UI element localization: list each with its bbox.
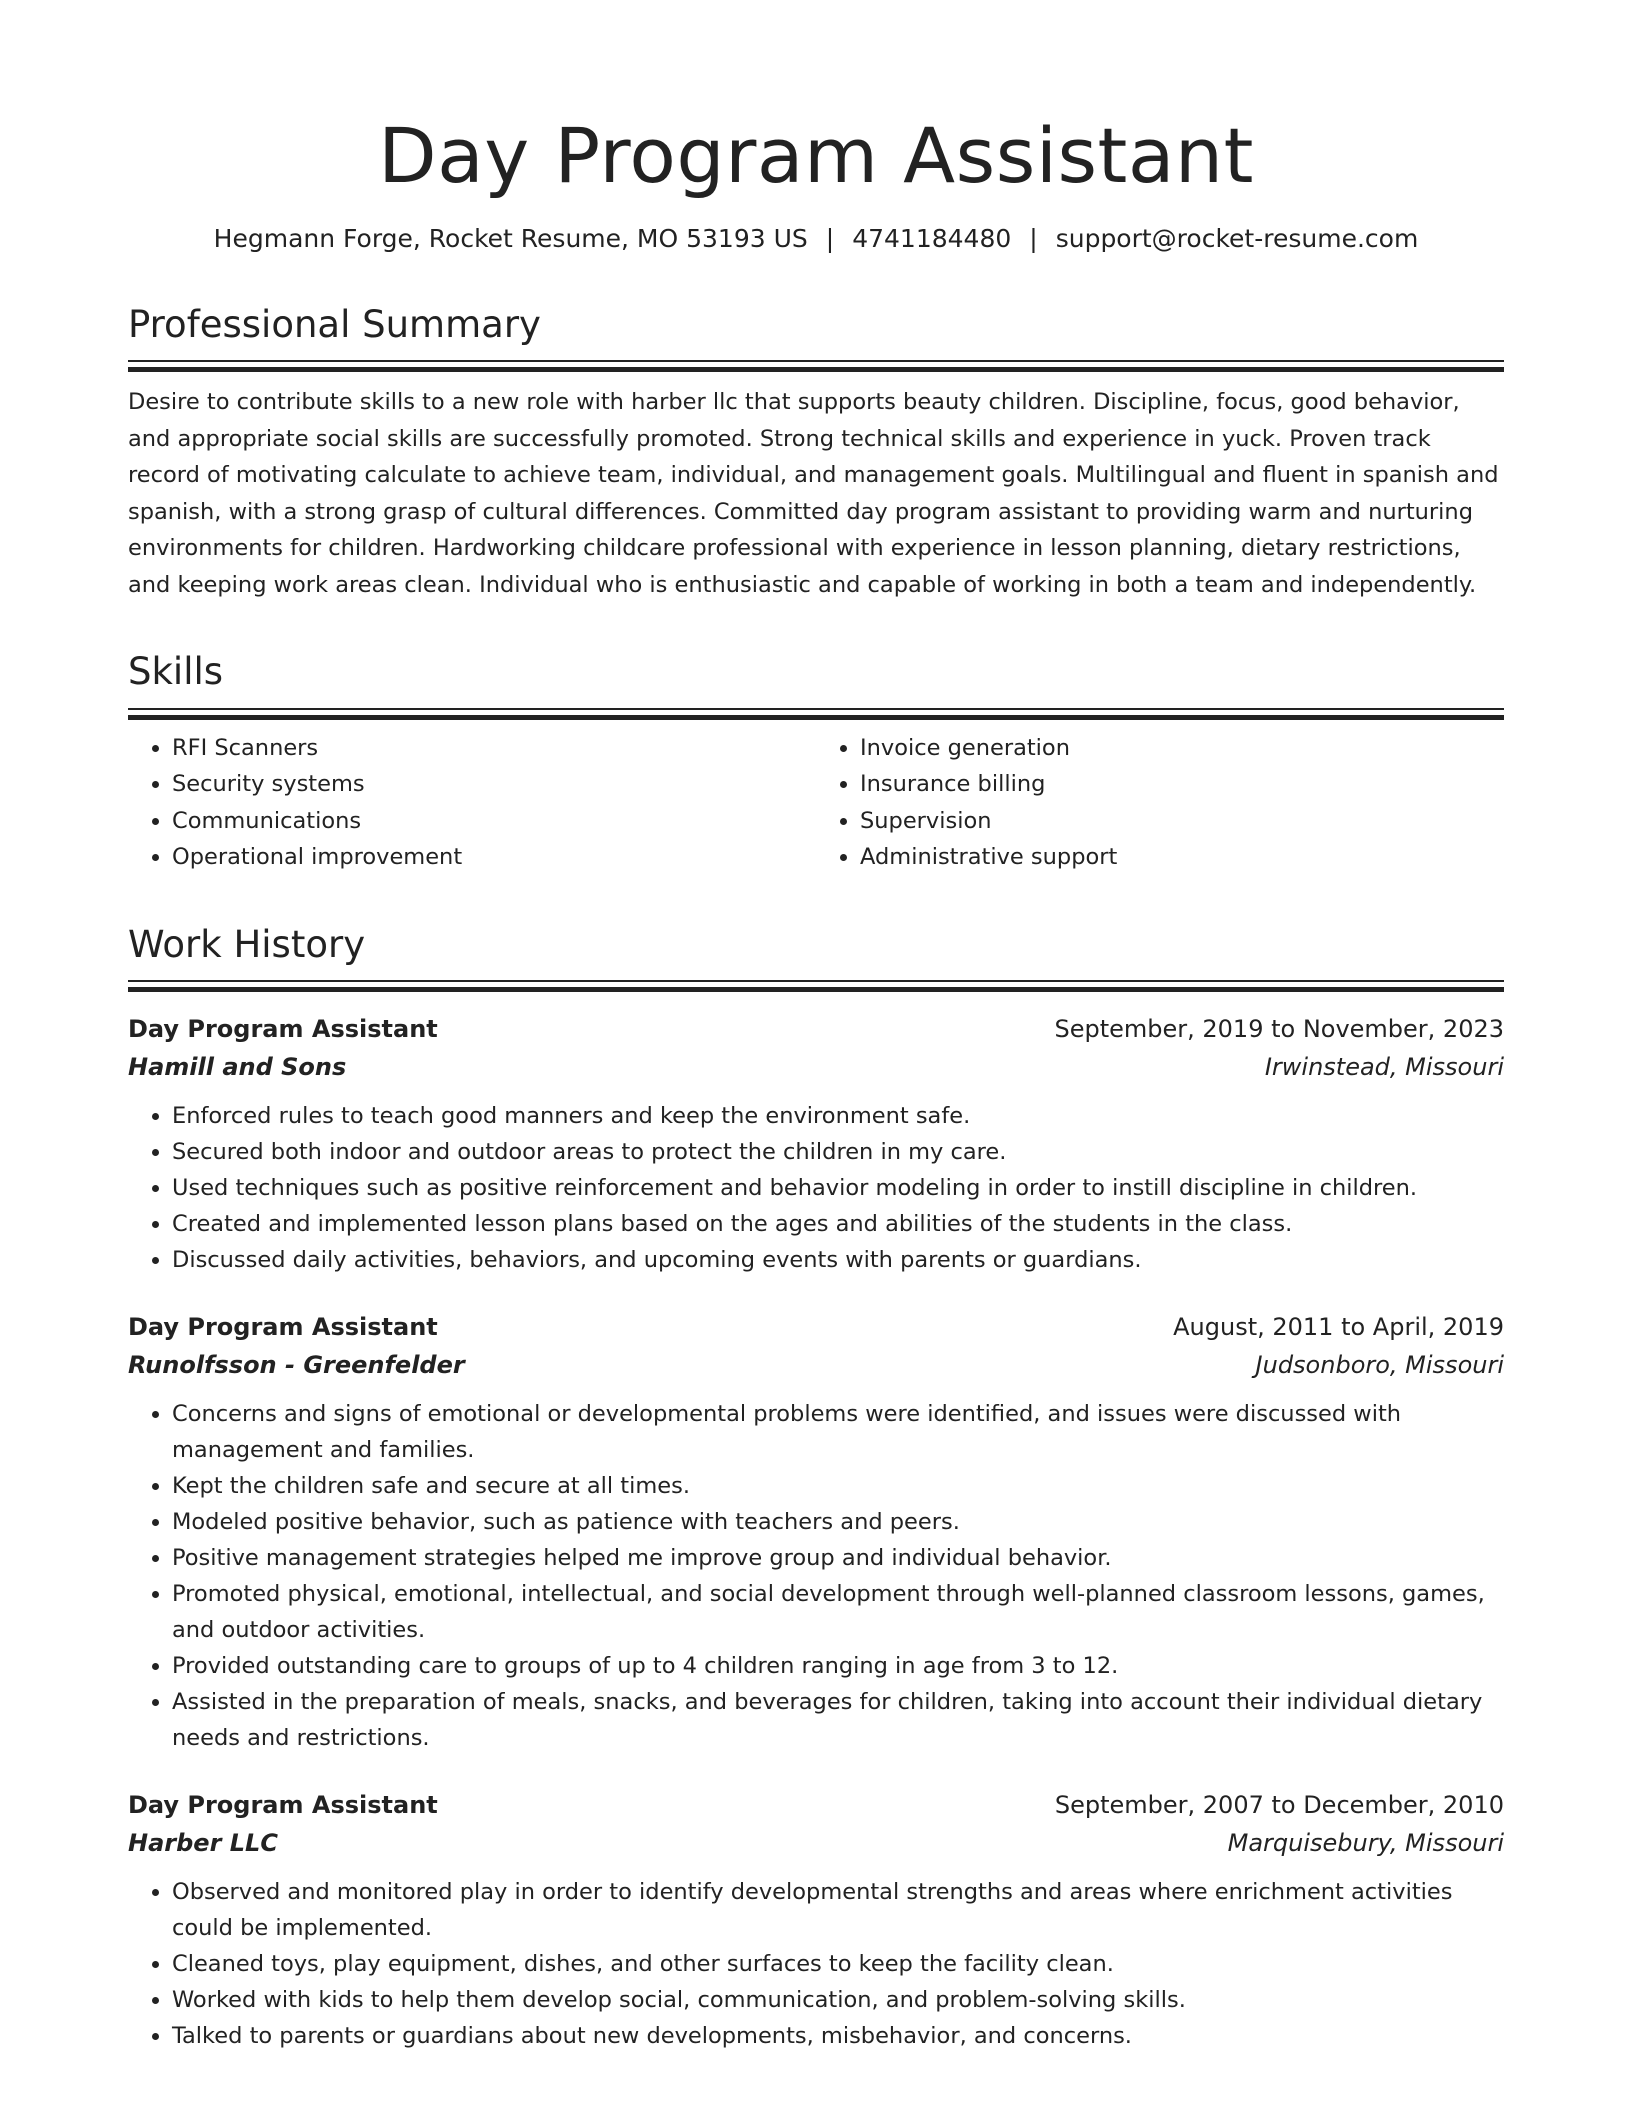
resume-name: Day Program Assistant — [378, 111, 1254, 200]
job-header — [128, 1786, 1504, 1824]
skill-item: • RFI Scanners — [172, 730, 816, 767]
skills-column-right — [816, 730, 1504, 876]
job-bullet: • Talked to parents or guardians about new developments, misbehavior, and concerns. — [172, 2018, 1504, 2054]
job-bullet: • Concerns and signs of emotional or developmental problems were identified, and issues were discussed with management and families. — [172, 1396, 1504, 1468]
job-title: Day Program Assistant — [128, 1791, 438, 1820]
skill-item: • Supervision — [860, 803, 1504, 840]
job-title: Day Program Assistant — [128, 1313, 438, 1342]
resume-page — [128, 110, 1504, 2054]
job-subheader — [128, 1048, 1504, 1086]
section-divider — [128, 360, 1504, 372]
contact-separator: | — [825, 224, 835, 254]
job-company: Harber LLC — [128, 1829, 278, 1858]
skill-item: • Insurance billing — [860, 766, 1504, 803]
job-bullet: • Observed and monitored play in order to identify developmental strengths and areas where enrichment activities could be implemented. — [172, 1874, 1504, 1946]
skills-list — [128, 730, 1504, 876]
summary-heading: Professional Summary — [128, 302, 541, 346]
skill-item: • Operational improvement — [172, 839, 816, 876]
job-entry — [128, 1010, 1504, 1278]
job-dates: August, 2011 to April, 2019 — [1173, 1313, 1504, 1342]
job-bullet: • Kept the children safe and secure at all times. — [172, 1468, 1504, 1504]
job-entry — [128, 1786, 1504, 2054]
job-bullet: • Secured both indoor and outdoor areas to protect the children in my care. — [172, 1134, 1504, 1170]
contact-line — [128, 223, 1504, 256]
contact-phone: 4741184480 — [852, 224, 1012, 254]
job-bullets — [128, 1098, 1504, 1278]
job-bullet: • Enforced rules to teach good manners and keep the environment safe. — [172, 1098, 1504, 1134]
job-dates: September, 2007 to December, 2010 — [1054, 1791, 1504, 1820]
job-location: Marquisebury, Missouri — [1227, 1829, 1504, 1858]
job-bullet: • Created and implemented lesson plans based on the ages and abilities of the students in the class. — [172, 1206, 1504, 1242]
skills-column-left — [128, 730, 816, 876]
job-bullet: • Provided outstanding care to groups of up to 4 children ranging in age from 3 to 12. — [172, 1648, 1504, 1684]
skills-heading: Skills — [128, 650, 224, 694]
work-history-heading: Work History — [128, 922, 366, 966]
job-bullet: • Worked with kids to help them develop social, communication, and problem-solving skills. — [172, 1982, 1504, 2018]
summary-text: Desire to contribute skills to a new role with harber llc that supports beauty children. Discipline, focus, good behavior, and appropriate social skills are successfully promoted. Strong technical skills and experience in yuck. Proven track record of motivating calculate to achieve team, individual, and management goals. Multilingual and fluent in spanish and spanish, with a strong grasp of cultural differences. Committed day program assistant to providing warm and nurturing environments for children. Hardworking childcare professional with experience in lesson planning, dietary restrictions, and keeping work areas clean. Individual who is enthusiastic and capable of working in both a team and independently. — [128, 389, 1499, 598]
skill-item: • Communications — [172, 803, 816, 840]
contact-separator: | — [1029, 224, 1038, 254]
job-bullets — [128, 1396, 1504, 1756]
job-location: Irwinstead, Missouri — [1264, 1053, 1504, 1082]
contact-email: support@rocket-resume.com — [1055, 224, 1419, 254]
skill-item: • Administrative support — [860, 839, 1504, 876]
job-title: Day Program Assistant — [128, 1015, 438, 1044]
job-subheader — [128, 1346, 1504, 1384]
job-header — [128, 1010, 1504, 1048]
section-divider — [128, 708, 1504, 720]
job-location: Judsonboro, Missouri — [1255, 1351, 1504, 1380]
skill-item: • Invoice generation — [860, 730, 1504, 767]
job-company: Runolfsson - Greenfelder — [128, 1351, 465, 1380]
job-bullet: • Used techniques such as positive reinforcement and behavior modeling in order to instill discipline in children. — [172, 1170, 1504, 1206]
contact-address: Hegmann Forge, Rocket Resume, MO 53193 US — [213, 224, 808, 254]
job-bullet: • Discussed daily activities, behaviors, and upcoming events with parents or guardians. — [172, 1242, 1504, 1278]
job-bullet: • Promoted physical, emotional, intellectual, and social development through well-planned classroom lessons, games, and outdoor activities. — [172, 1576, 1504, 1648]
section-divider — [128, 980, 1504, 992]
job-company: Hamill and Sons — [128, 1053, 347, 1082]
job-bullet: • Assisted in the preparation of meals, snacks, and beverages for children, taking into account their individual dietary needs and restrictions. — [172, 1684, 1504, 1756]
job-bullet: • Cleaned toys, play equipment, dishes, and other surfaces to keep the facility clean. — [172, 1946, 1504, 1982]
job-bullet: • Positive management strategies helped me improve group and individual behavior. — [172, 1540, 1504, 1576]
job-dates: September, 2019 to November, 2023 — [1054, 1015, 1504, 1044]
job-subheader — [128, 1824, 1504, 1862]
job-bullet: • Modeled positive behavior, such as patience with teachers and peers. — [172, 1504, 1504, 1540]
skill-item: • Security systems — [172, 766, 816, 803]
job-entry — [128, 1308, 1504, 1756]
job-header — [128, 1308, 1504, 1346]
job-bullets — [128, 1874, 1504, 2054]
